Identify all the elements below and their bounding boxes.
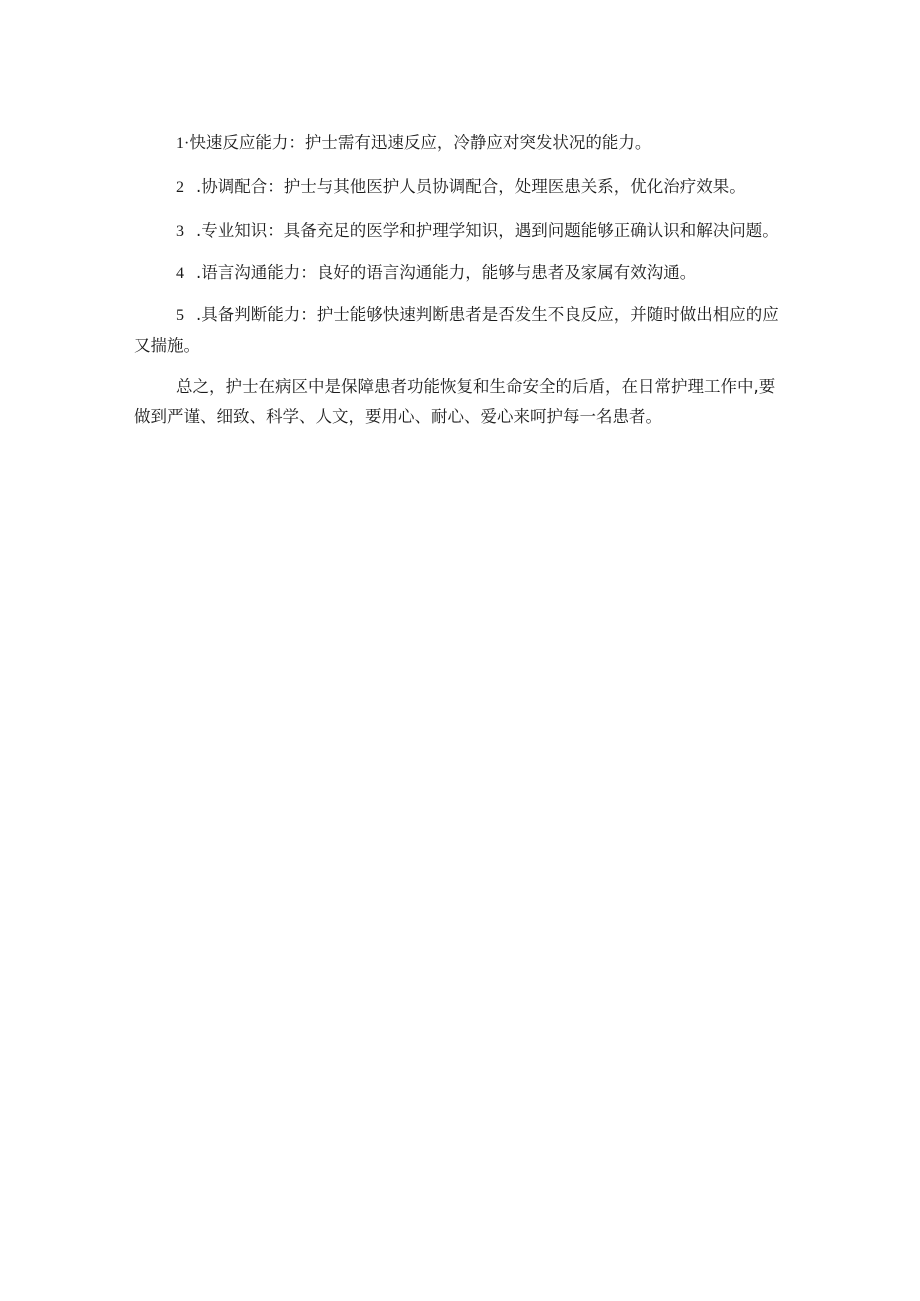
list-item-3 — [134, 216, 784, 247]
document-body — [134, 128, 784, 432]
item-text: .具备判断能力：护士能够快速判断患者是否发生不良反应，并随时做出相应的应又揣施。 — [134, 305, 779, 355]
item-number: 5 — [176, 307, 196, 324]
item-text: .协调配合：护士与其他医护人员协调配合，处理医患关系，优化治疗效果。 — [196, 177, 746, 196]
item-text: .专业知识：具备充足的医学和护理学知识，遇到问题能够正确认识和解决问题。 — [196, 221, 779, 240]
list-item-2 — [134, 172, 784, 203]
item-text: 快速反应能力：护士需有迅速反应，冷静应对突发状况的能力。 — [189, 133, 652, 152]
summary-paragraph: 总之，护士在病区中是保障患者功能恢复和生命安全的后盾，在日常护理工作中,要做到严谨、细致、科学、人文，要用心、耐心、爱心来呵护每一名患者。 — [134, 377, 776, 426]
list-item-4 — [134, 258, 784, 289]
item-number: 4 — [176, 265, 196, 282]
item-number: 2 — [176, 179, 196, 196]
item-number: 1· — [176, 135, 190, 152]
list-item-1 — [134, 128, 784, 159]
item-number: 3 — [176, 223, 196, 240]
list-item-5 — [134, 300, 784, 361]
item-text: .语言沟通能力：良好的语言沟通能力，能够与患者及家属有效沟通。 — [196, 263, 697, 282]
